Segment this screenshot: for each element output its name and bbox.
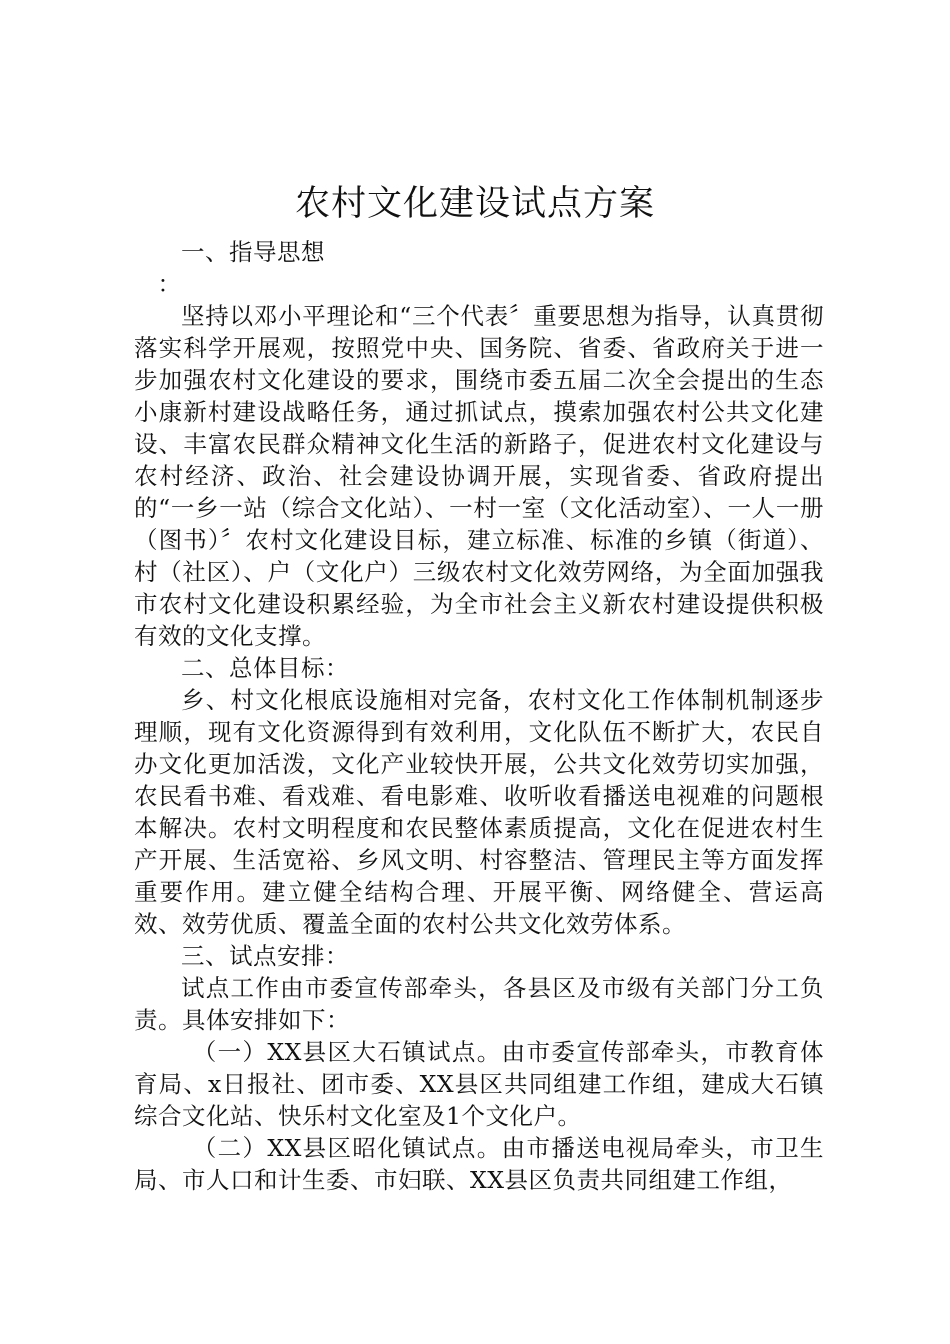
section-3-paragraph: 试点工作由市委宣传部牵头，各县区及市级有关部门分工负责。具体安排如下： [134,974,824,1034]
section-heading-3: 三、试点安排： [181,942,349,970]
section-3-item-1: （一）XX县区大石镇试点。由市委宣传部牵头，市教育体育局、x日报社、团市委、XX县区共同组建工作组，建成大石镇综合文化站、快乐村文化室及1个文化户。 [134,1038,824,1130]
section-1-paragraph: 坚持以邓小平理论和“三个代表〞重要思想为指导，认真贯彻落实科学开展观，按照党中央、国务院、省委、省政府关于进一步加强农村文化建设的要求，围绕市委五届二次全会提出的生态小康新村建设战略任务，通过抓试点，摸索加强农村公共文化建设、丰富农民群众精神文化生活的新路子，促进农村文化建设与农村经济、政治、社会建设协调开展，实现省委、省政府提出的“一乡一站（综合文化站）、一村一室（文化活动室）、一人一册（图书）〞农村文化建设目标，建立标准、标准的乡镇（街道）、村（社区）、户（文化户）三级农村文化效劳网络，为全面加强我市农村文化建设积累经验，为全市社会主义新农村建设提供积极有效的文化支撑。 [134,302,824,650]
section-2-paragraph: 乡、村文化根底设施相对完备，农村文化工作体制机制逐步理顺，现有文化资源得到有效利用，文化队伍不断扩大，农民自办文化更加活泼，文化产业较快开展，公共文化效劳切实加强，农民看书难、看戏难、看电影难、收听收看播送电视难的问题根本解决。农村文明程度和农民整体素质提高，文化在促进农村生产开展、生活宽裕、乡风文明、村容整洁、管理民主等方面发挥重要作用。建立健全结构合理、开展平衡、网络健全、营运高效、效劳优质、覆盖全面的农村公共文化效劳体系。 [134,686,824,938]
document-body [134,236,824,1196]
document-title: 农村文化建设试点方案 [294,184,655,224]
section-heading-1: 一、指导思想 [181,238,325,266]
section-heading-1-colon: ： [157,270,182,298]
section-3-item-2: （二）XX县区昭化镇试点。由市播送电视局牵头，市卫生局、市人口和计生委、市妇联、XX县区负责共同组建工作组， [134,1134,824,1194]
section-heading-2: 二、总体目标： [181,654,349,682]
